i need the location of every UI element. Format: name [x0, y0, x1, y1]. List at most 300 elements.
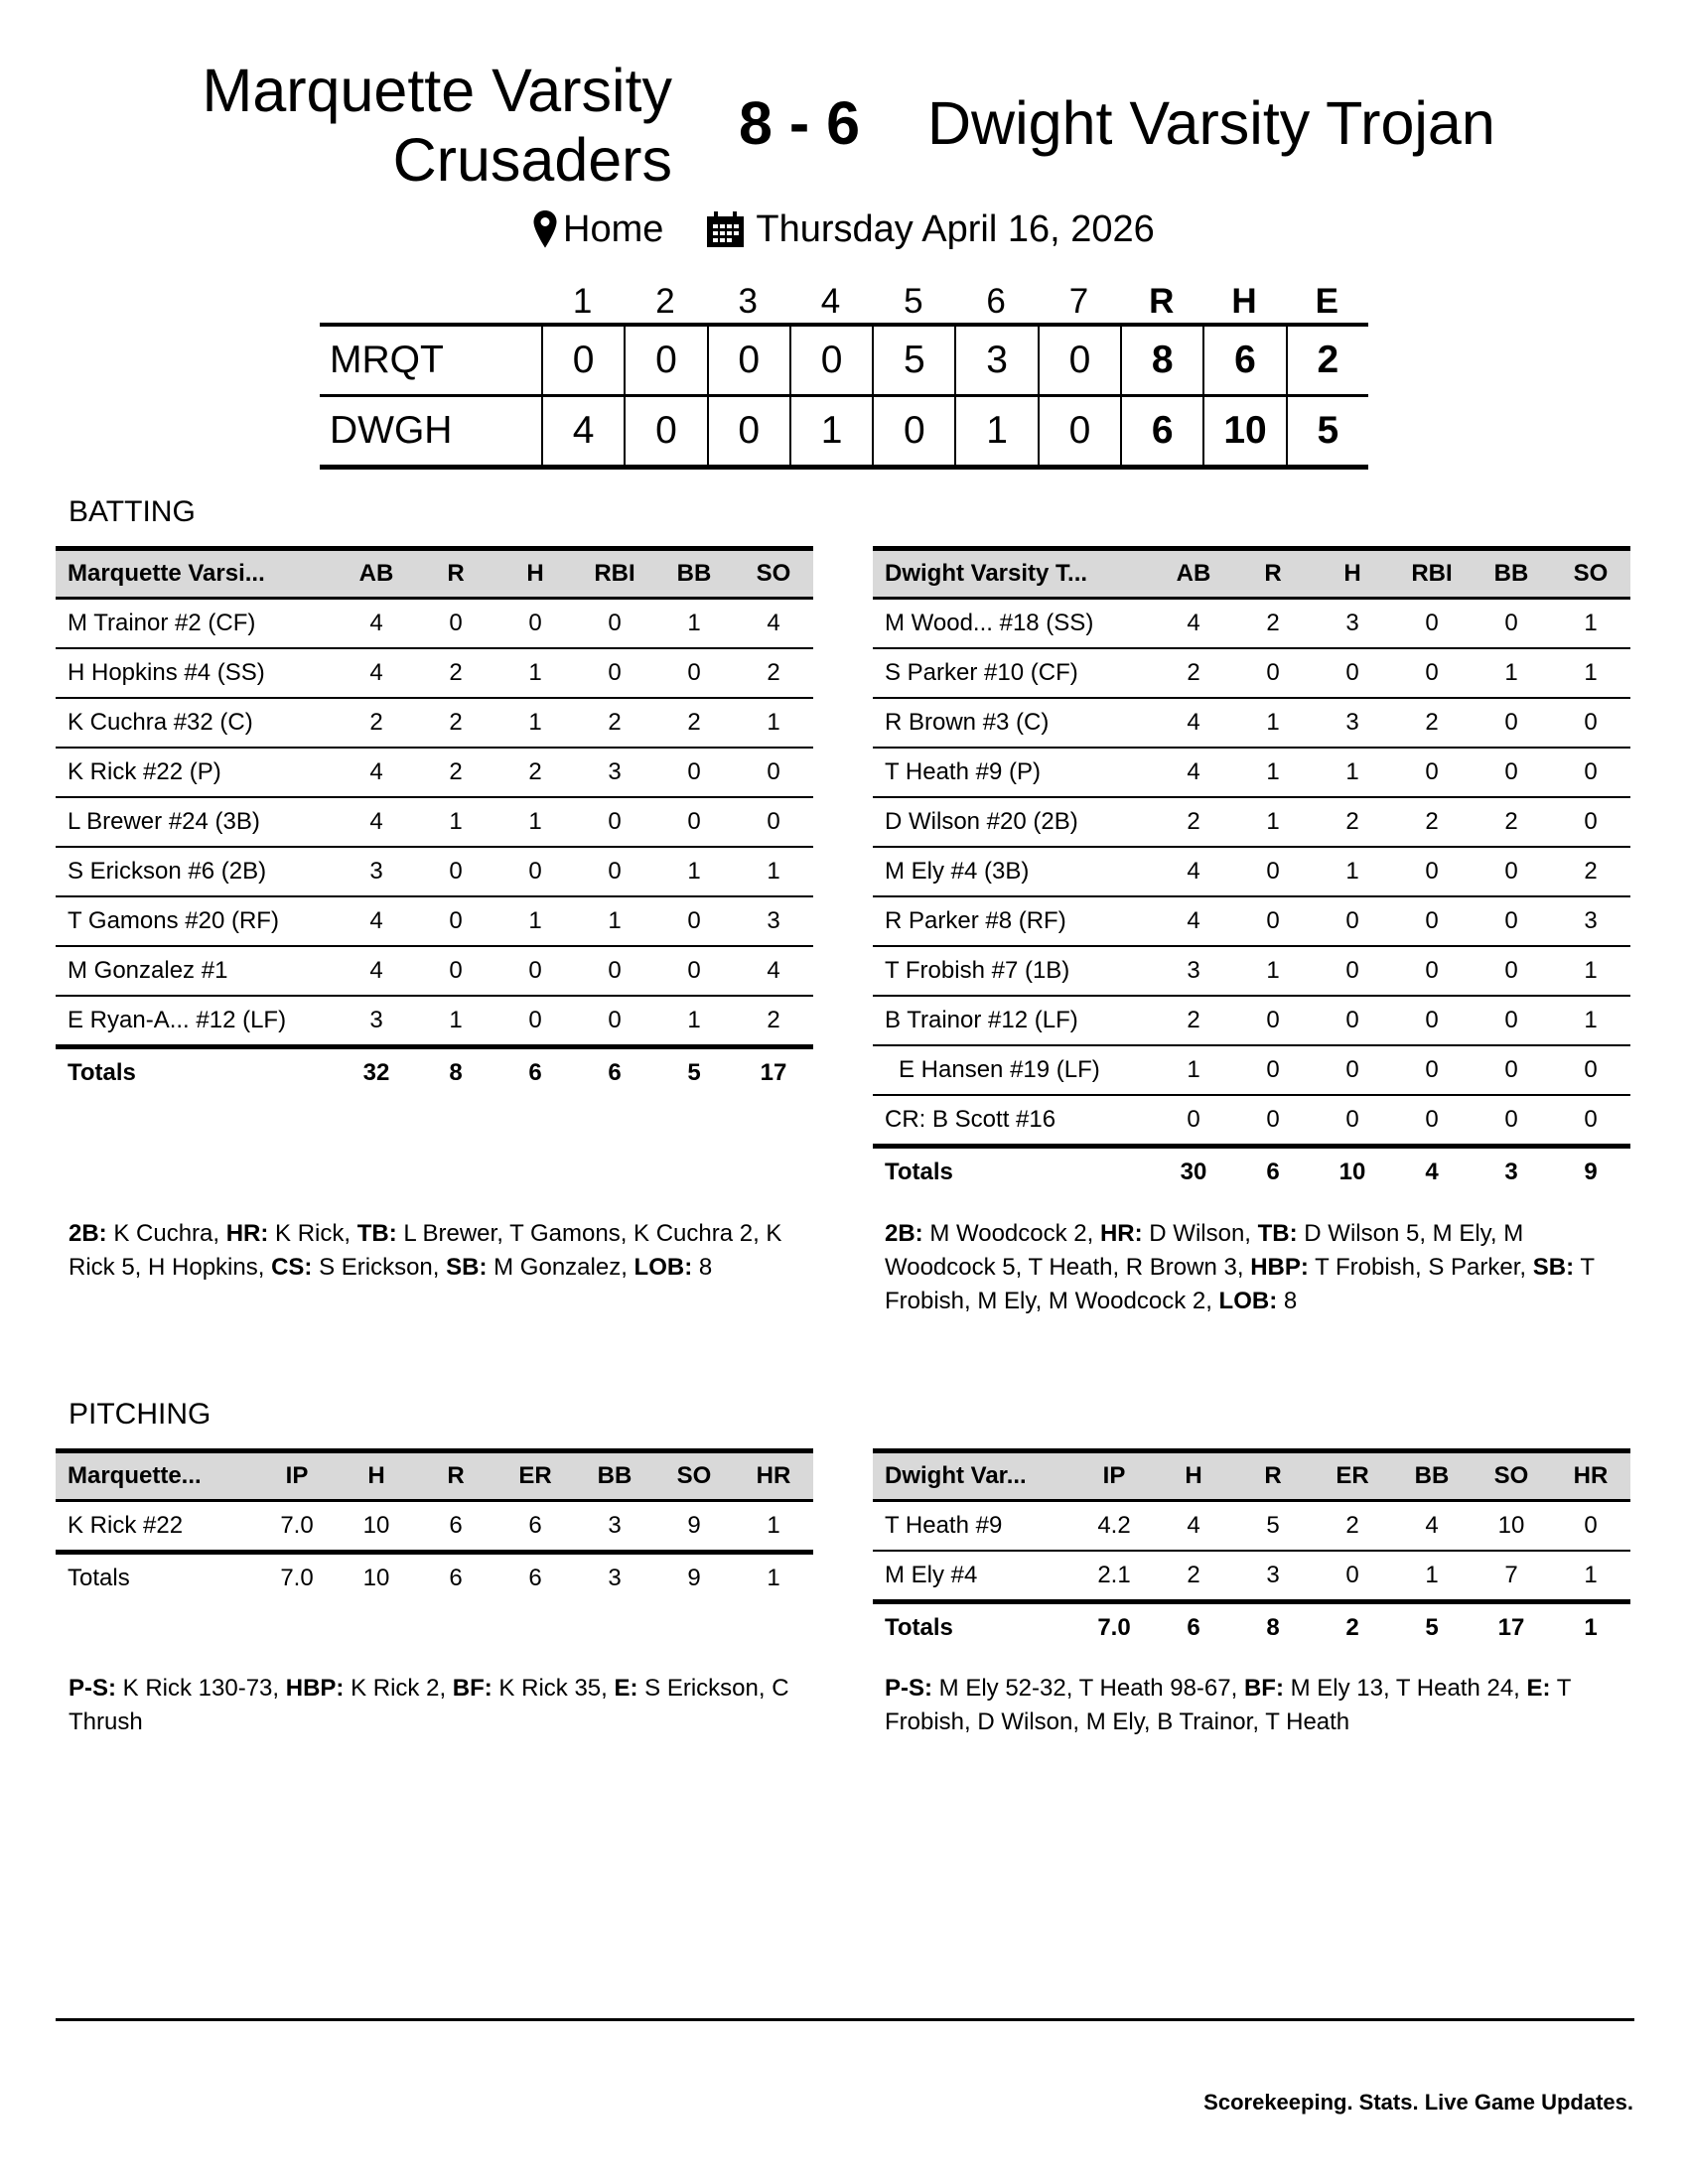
pitching-table-home — [56, 1448, 813, 1602]
stat-cell: 2 — [1154, 648, 1233, 698]
table-row — [56, 648, 813, 698]
note-text: K Cuchra, — [106, 1220, 226, 1247]
totals-row — [873, 1602, 1630, 1653]
player-name: T Heath #9 — [873, 1501, 1074, 1552]
table-row — [56, 599, 813, 649]
stat-cell: 1 — [654, 847, 734, 896]
stat-cell: 0 — [1313, 1551, 1392, 1602]
totals-row — [873, 1147, 1630, 1197]
batting-section-title: BATTING — [69, 495, 196, 528]
totals-cell: 32 — [362, 1059, 390, 1086]
stat-cell: 1 — [734, 1501, 813, 1553]
location-label: Home — [563, 207, 664, 250]
stat-cell: 2.1 — [1074, 1551, 1154, 1602]
column-header-ab: AB — [1154, 549, 1233, 599]
note-text: M Ely 13, T Heath 24, — [1283, 1675, 1527, 1702]
note-text: K Rick, — [268, 1220, 357, 1247]
player-name: M Gonzalez #1 — [56, 946, 337, 996]
stat-cell: 2 — [734, 996, 813, 1047]
column-header-r: R — [416, 549, 495, 599]
pitching-table-away — [873, 1448, 1630, 1652]
team-column-header: Marquette... — [56, 1451, 257, 1501]
stat-cell: 3 — [1551, 896, 1630, 946]
player-name: S Parker #10 (CF) — [873, 648, 1154, 698]
totals-cell: 9 — [1584, 1159, 1598, 1185]
stat-cell: 1 — [495, 797, 575, 847]
linescore-col-errors: E — [1315, 282, 1339, 321]
stat-cell: 0 — [1392, 896, 1472, 946]
stat-cell: 0 — [1472, 946, 1551, 996]
stat-cell: 0 — [1392, 748, 1472, 797]
linescore-team: MRQT — [330, 339, 444, 381]
stat-cell: 1 — [416, 996, 495, 1047]
column-header-bb: BB — [1392, 1451, 1472, 1501]
note-text: K Rick 130-73, — [116, 1675, 286, 1702]
stat-cell: 2 — [1392, 797, 1472, 847]
linescore-col-3: 3 — [738, 282, 758, 321]
stat-cell: 2 — [495, 748, 575, 797]
note-text: S Erickson, C Thrush — [69, 1675, 789, 1735]
note-label: SB: — [1532, 1254, 1575, 1281]
totals-cell: 7.0 — [1097, 1614, 1131, 1641]
linescore-col-hits: H — [1231, 282, 1257, 321]
stat-cell: 0 — [416, 599, 495, 649]
stat-cell: 2 — [1313, 797, 1392, 847]
table-row — [873, 698, 1630, 748]
stat-cell: 0 — [1233, 996, 1313, 1045]
note-label: P-S: — [885, 1675, 932, 1702]
column-header-ip: IP — [1074, 1451, 1154, 1501]
stat-cell: 2 — [416, 698, 495, 748]
totals-cell: 9 — [687, 1565, 701, 1591]
stat-cell: 1 — [654, 996, 734, 1047]
stat-cell: 3 — [337, 847, 416, 896]
stat-cell: 3 — [734, 896, 813, 946]
stat-cell: 0 — [1233, 847, 1313, 896]
stat-cell: 0 — [1392, 648, 1472, 698]
linescore — [320, 280, 1368, 470]
stat-cell: 1 — [1233, 797, 1313, 847]
table-row — [873, 1501, 1630, 1552]
batting-table-home — [56, 546, 813, 1097]
batting-notes-home — [69, 1217, 803, 1285]
stat-cell: 0 — [1313, 1095, 1392, 1147]
pitching-section-title: PITCHING — [69, 1398, 211, 1431]
table-row — [56, 797, 813, 847]
stat-cell: 0 — [1472, 996, 1551, 1045]
totals-row — [56, 1553, 813, 1603]
table-header-row — [56, 1451, 813, 1501]
stat-cell: 0 — [575, 599, 654, 649]
totals-cell: 1 — [1584, 1614, 1598, 1641]
stat-cell: 1 — [1472, 648, 1551, 698]
stat-cell: 4 — [1392, 1501, 1472, 1552]
stat-cell: 2 — [1154, 996, 1233, 1045]
stat-cell: 4 — [337, 748, 416, 797]
stat-cell: 1 — [1551, 996, 1630, 1045]
stat-cell: 4 — [337, 896, 416, 946]
player-name: B Trainor #12 (LF) — [873, 996, 1154, 1045]
totals-cell: 8 — [449, 1059, 463, 1086]
stat-cell: 0 — [1313, 996, 1392, 1045]
stat-cell: 0 — [1392, 599, 1472, 649]
stat-cell: 0 — [1313, 946, 1392, 996]
note-label: P-S: — [69, 1675, 116, 1702]
stat-cell: 4 — [1154, 748, 1233, 797]
column-header-bb: BB — [1472, 549, 1551, 599]
note-label: HR: — [225, 1220, 269, 1247]
stat-cell: 0 — [1551, 1501, 1630, 1552]
home-team-name — [149, 56, 672, 195]
stat-cell: 0 — [654, 946, 734, 996]
stat-cell: 0 — [654, 797, 734, 847]
table-row — [56, 698, 813, 748]
note-label: 2B: — [69, 1220, 107, 1247]
totals-cell: 6 — [608, 1059, 622, 1086]
stat-cell: 7.0 — [257, 1501, 337, 1553]
stat-cell: 0 — [416, 896, 495, 946]
table-row — [56, 896, 813, 946]
stat-cell: 0 — [654, 748, 734, 797]
table-row — [56, 946, 813, 996]
player-name: S Erickson #6 (2B) — [56, 847, 337, 896]
note-text: L Brewer, T Gamons, K Cuchra 2, K Rick 5, H Hopkins, — [69, 1220, 782, 1281]
player-name: R Parker #8 (RF) — [873, 896, 1154, 946]
totals-cell: 4 — [1425, 1159, 1439, 1185]
stat-cell: 2 — [654, 698, 734, 748]
player-name: D Wilson #20 (2B) — [873, 797, 1154, 847]
stat-cell: 0 — [1233, 896, 1313, 946]
game-meta — [532, 206, 1155, 252]
stat-cell: 0 — [1233, 1095, 1313, 1147]
player-name: T Gamons #20 (RF) — [56, 896, 337, 946]
inning-score: 0 — [624, 397, 706, 465]
linescore-col-4: 4 — [820, 282, 841, 321]
table-row — [56, 847, 813, 896]
totals-cell: 7.0 — [280, 1565, 314, 1591]
totals-cell: 5 — [1425, 1614, 1439, 1641]
stat-cell: 1 — [1551, 1551, 1630, 1602]
note-label: LOB: — [633, 1254, 693, 1281]
player-name: E Hansen #19 (LF) — [873, 1045, 1154, 1095]
note-text: M Woodcock 2, — [922, 1220, 1100, 1247]
stat-cell: 0 — [1551, 698, 1630, 748]
stat-cell: 4 — [734, 599, 813, 649]
stat-cell: 5 — [1233, 1501, 1313, 1552]
stat-cell: 0 — [575, 648, 654, 698]
total-errors: 2 — [1286, 327, 1368, 394]
linescore-col-1: 1 — [572, 282, 593, 321]
totals-cell: 10 — [1338, 1159, 1366, 1185]
column-header-h: H — [1313, 549, 1392, 599]
note-label: LOB: — [1218, 1288, 1278, 1314]
stat-cell: 9 — [654, 1501, 734, 1553]
note-text: T Frobish, M Ely, M Woodcock 2, — [885, 1254, 1595, 1314]
stat-cell: 0 — [734, 748, 813, 797]
table-header-row — [56, 549, 813, 599]
stat-cell: 0 — [1472, 599, 1551, 649]
note-text: T Frobish, D Wilson, M Ely, B Trainor, T Heath — [885, 1675, 1571, 1735]
stat-cell: 0 — [1472, 698, 1551, 748]
table-row — [873, 896, 1630, 946]
table-row — [873, 748, 1630, 797]
inning-score: 1 — [789, 397, 872, 465]
stat-cell: 2 — [337, 698, 416, 748]
note-label: TB: — [356, 1220, 397, 1247]
stat-cell: 2 — [416, 648, 495, 698]
stat-cell: 0 — [1551, 748, 1630, 797]
note-label: CS: — [271, 1254, 313, 1281]
table-row — [56, 1501, 813, 1553]
inning-score: 0 — [1038, 397, 1120, 465]
stat-cell: 4 — [1154, 847, 1233, 896]
totals-label: Totals — [885, 1614, 953, 1641]
stat-cell: 0 — [1472, 847, 1551, 896]
batting-notes-away — [885, 1217, 1639, 1318]
table-row — [873, 996, 1630, 1045]
stat-cell: 0 — [1392, 996, 1472, 1045]
stat-cell: 0 — [1313, 896, 1392, 946]
stat-cell: 0 — [1233, 1045, 1313, 1095]
stat-cell: 0 — [1392, 1095, 1472, 1147]
stat-cell: 0 — [575, 996, 654, 1047]
table-row — [873, 946, 1630, 996]
linescore-team: DWGH — [330, 409, 453, 452]
linescore-header — [320, 280, 1368, 323]
inning-score: 0 — [1038, 327, 1120, 394]
column-header-r: R — [1233, 549, 1313, 599]
note-label: TB: — [1257, 1220, 1298, 1247]
stat-cell: 1 — [1313, 847, 1392, 896]
stat-cell: 4 — [337, 797, 416, 847]
note-label: BF: — [1243, 1675, 1284, 1702]
stat-cell: 0 — [1233, 648, 1313, 698]
batting-table-away — [873, 546, 1630, 1196]
note-text: T Frobish, S Parker, — [1308, 1254, 1533, 1281]
linescore-col-2: 2 — [655, 282, 675, 321]
stat-cell: 4 — [734, 946, 813, 996]
linescore-table — [320, 323, 1368, 470]
team-column-header: Dwight Varsity T... — [873, 549, 1154, 599]
totals-cell: 3 — [1504, 1159, 1518, 1185]
player-name: M Wood... #18 (SS) — [873, 599, 1154, 649]
inning-score: 0 — [789, 327, 872, 394]
player-name: T Heath #9 (P) — [873, 748, 1154, 797]
player-name: CR: B Scott #16 — [873, 1095, 1154, 1147]
totals-row — [56, 1047, 813, 1098]
stat-cell: 0 — [1392, 1045, 1472, 1095]
stat-cell: 1 — [1392, 1551, 1472, 1602]
note-label: HBP: — [285, 1675, 345, 1702]
note-label: HR: — [1099, 1220, 1143, 1247]
stat-cell: 0 — [1313, 648, 1392, 698]
calendar-icon — [707, 211, 744, 247]
linescore-col-7: 7 — [1068, 282, 1089, 321]
column-header-h: H — [495, 549, 575, 599]
player-name: M Ely #4 (3B) — [873, 847, 1154, 896]
column-header-r: R — [1233, 1451, 1313, 1501]
inning-score: 5 — [872, 327, 954, 394]
stat-cell: 1 — [1233, 946, 1313, 996]
table-row — [56, 996, 813, 1047]
stat-cell: 0 — [575, 946, 654, 996]
totals-cell: 3 — [608, 1565, 622, 1591]
pitching-notes-home — [69, 1672, 803, 1739]
column-header-er: ER — [1313, 1451, 1392, 1501]
stat-cell: 1 — [734, 698, 813, 748]
stat-cell: 6 — [416, 1501, 495, 1553]
stat-cell: 3 — [575, 1501, 654, 1553]
stat-cell: 4 — [337, 648, 416, 698]
totals-cell: 6 — [1187, 1614, 1200, 1641]
stat-cell: 1 — [495, 698, 575, 748]
column-header-so: SO — [1551, 549, 1630, 599]
note-text: M Ely 52-32, T Heath 98-67, — [932, 1675, 1244, 1702]
stat-cell: 1 — [1551, 648, 1630, 698]
inning-score: 0 — [624, 327, 706, 394]
team-column-header: Dwight Var... — [873, 1451, 1074, 1501]
stat-cell: 1 — [1233, 698, 1313, 748]
player-name: R Brown #3 (C) — [873, 698, 1154, 748]
linescore-col-6: 6 — [986, 282, 1006, 321]
inning-score: 1 — [954, 397, 1037, 465]
stat-cell: 3 — [1154, 946, 1233, 996]
stat-cell: 1 — [416, 797, 495, 847]
stat-cell: 2 — [1313, 1501, 1392, 1552]
totals-cell: 10 — [362, 1565, 390, 1591]
column-header-er: ER — [495, 1451, 575, 1501]
note-text: K Rick 35, — [492, 1675, 615, 1702]
stat-cell: 10 — [337, 1501, 416, 1553]
stat-cell: 3 — [337, 996, 416, 1047]
stat-cell: 0 — [416, 946, 495, 996]
stat-cell: 2 — [575, 698, 654, 748]
totals-cell: 6 — [449, 1565, 463, 1591]
player-name: E Ryan-A... #12 (LF) — [56, 996, 337, 1047]
table-row — [873, 648, 1630, 698]
column-header-so: SO — [654, 1451, 734, 1501]
totals-cell: 17 — [760, 1059, 787, 1086]
column-header-so: SO — [734, 549, 813, 599]
player-name: T Frobish #7 (1B) — [873, 946, 1154, 996]
total-hits: 6 — [1202, 327, 1285, 394]
column-header-rbi: RBI — [575, 549, 654, 599]
totals-cell: 2 — [1345, 1614, 1359, 1641]
stat-cell: 0 — [1392, 946, 1472, 996]
stat-cell: 3 — [1313, 698, 1392, 748]
column-header-ab: AB — [337, 549, 416, 599]
total-runs: 8 — [1120, 327, 1202, 394]
inning-score: 0 — [707, 397, 789, 465]
stat-cell: 4 — [1154, 599, 1233, 649]
stat-cell: 2 — [1472, 797, 1551, 847]
stat-cell: 1 — [495, 648, 575, 698]
home-team-name-line1: Marquette Varsity — [202, 57, 672, 124]
player-name: H Hopkins #4 (SS) — [56, 648, 337, 698]
inning-score: 3 — [954, 327, 1037, 394]
column-header-hr: HR — [1551, 1451, 1630, 1501]
linescore-row-away — [320, 394, 1368, 465]
linescore-row-home — [320, 327, 1368, 394]
column-header-hr: HR — [734, 1451, 813, 1501]
note-text: S Erickson, — [312, 1254, 447, 1281]
note-text: K Rick 2, — [344, 1675, 453, 1702]
note-label: E: — [614, 1675, 638, 1702]
column-header-r: R — [416, 1451, 495, 1501]
table-row — [873, 1045, 1630, 1095]
stat-cell: 0 — [1154, 1095, 1233, 1147]
stat-cell: 0 — [495, 946, 575, 996]
stat-cell: 4 — [1154, 896, 1233, 946]
stat-cell: 1 — [575, 896, 654, 946]
stat-cell: 0 — [495, 847, 575, 896]
table-row — [873, 797, 1630, 847]
stat-cell: 4 — [1154, 1501, 1233, 1552]
linescore-col-runs: R — [1149, 282, 1175, 321]
totals-cell: 8 — [1266, 1614, 1280, 1641]
stat-cell: 0 — [1472, 1095, 1551, 1147]
note-label: E: — [1526, 1675, 1551, 1702]
table-row — [56, 748, 813, 797]
column-header-bb: BB — [654, 549, 734, 599]
note-text: 8 — [1277, 1288, 1298, 1314]
table-row — [873, 599, 1630, 649]
stat-cell: 1 — [1551, 599, 1630, 649]
stat-cell: 0 — [654, 896, 734, 946]
column-header-bb: BB — [575, 1451, 654, 1501]
table-row — [873, 1095, 1630, 1147]
stat-cell: 0 — [1313, 1045, 1392, 1095]
stat-cell: 2 — [416, 748, 495, 797]
stat-cell: 2 — [1154, 1551, 1233, 1602]
total-errors: 5 — [1286, 397, 1368, 465]
total-runs: 6 — [1120, 397, 1202, 465]
totals-cell: 6 — [1266, 1159, 1280, 1185]
stat-cell: 1 — [654, 599, 734, 649]
totals-label: Totals — [68, 1059, 136, 1086]
inning-score: 0 — [707, 327, 789, 394]
totals-cell: 5 — [687, 1059, 701, 1086]
note-text: 8 — [692, 1254, 713, 1281]
table-header-row — [873, 1451, 1630, 1501]
stat-cell: 0 — [1472, 896, 1551, 946]
stat-cell: 4 — [337, 599, 416, 649]
stat-cell: 1 — [495, 896, 575, 946]
stat-cell: 1 — [1551, 946, 1630, 996]
stat-cell: 4.2 — [1074, 1501, 1154, 1552]
footer-tagline: Scorekeeping. Stats. Live Game Updates. — [1203, 2090, 1633, 2115]
table-row — [873, 847, 1630, 896]
note-text: D Wilson, — [1142, 1220, 1258, 1247]
column-header-h: H — [337, 1451, 416, 1501]
stat-cell: 0 — [734, 797, 813, 847]
pitching-notes-away — [885, 1672, 1639, 1739]
stat-cell: 1 — [1313, 748, 1392, 797]
player-name: M Ely #4 — [873, 1551, 1074, 1602]
stat-cell: 1 — [1233, 748, 1313, 797]
totals-cell: 1 — [767, 1565, 780, 1591]
table-row — [873, 1551, 1630, 1602]
stat-cell: 3 — [1313, 599, 1392, 649]
inning-score: 4 — [541, 397, 624, 465]
note-label: SB: — [446, 1254, 488, 1281]
stat-cell: 0 — [1392, 847, 1472, 896]
note-label: HBP: — [1250, 1254, 1309, 1281]
stat-cell: 2 — [1392, 698, 1472, 748]
home-team-name-line2: Crusaders — [392, 126, 672, 194]
totals-cell: 17 — [1497, 1614, 1525, 1641]
stat-cell: 1 — [1154, 1045, 1233, 1095]
